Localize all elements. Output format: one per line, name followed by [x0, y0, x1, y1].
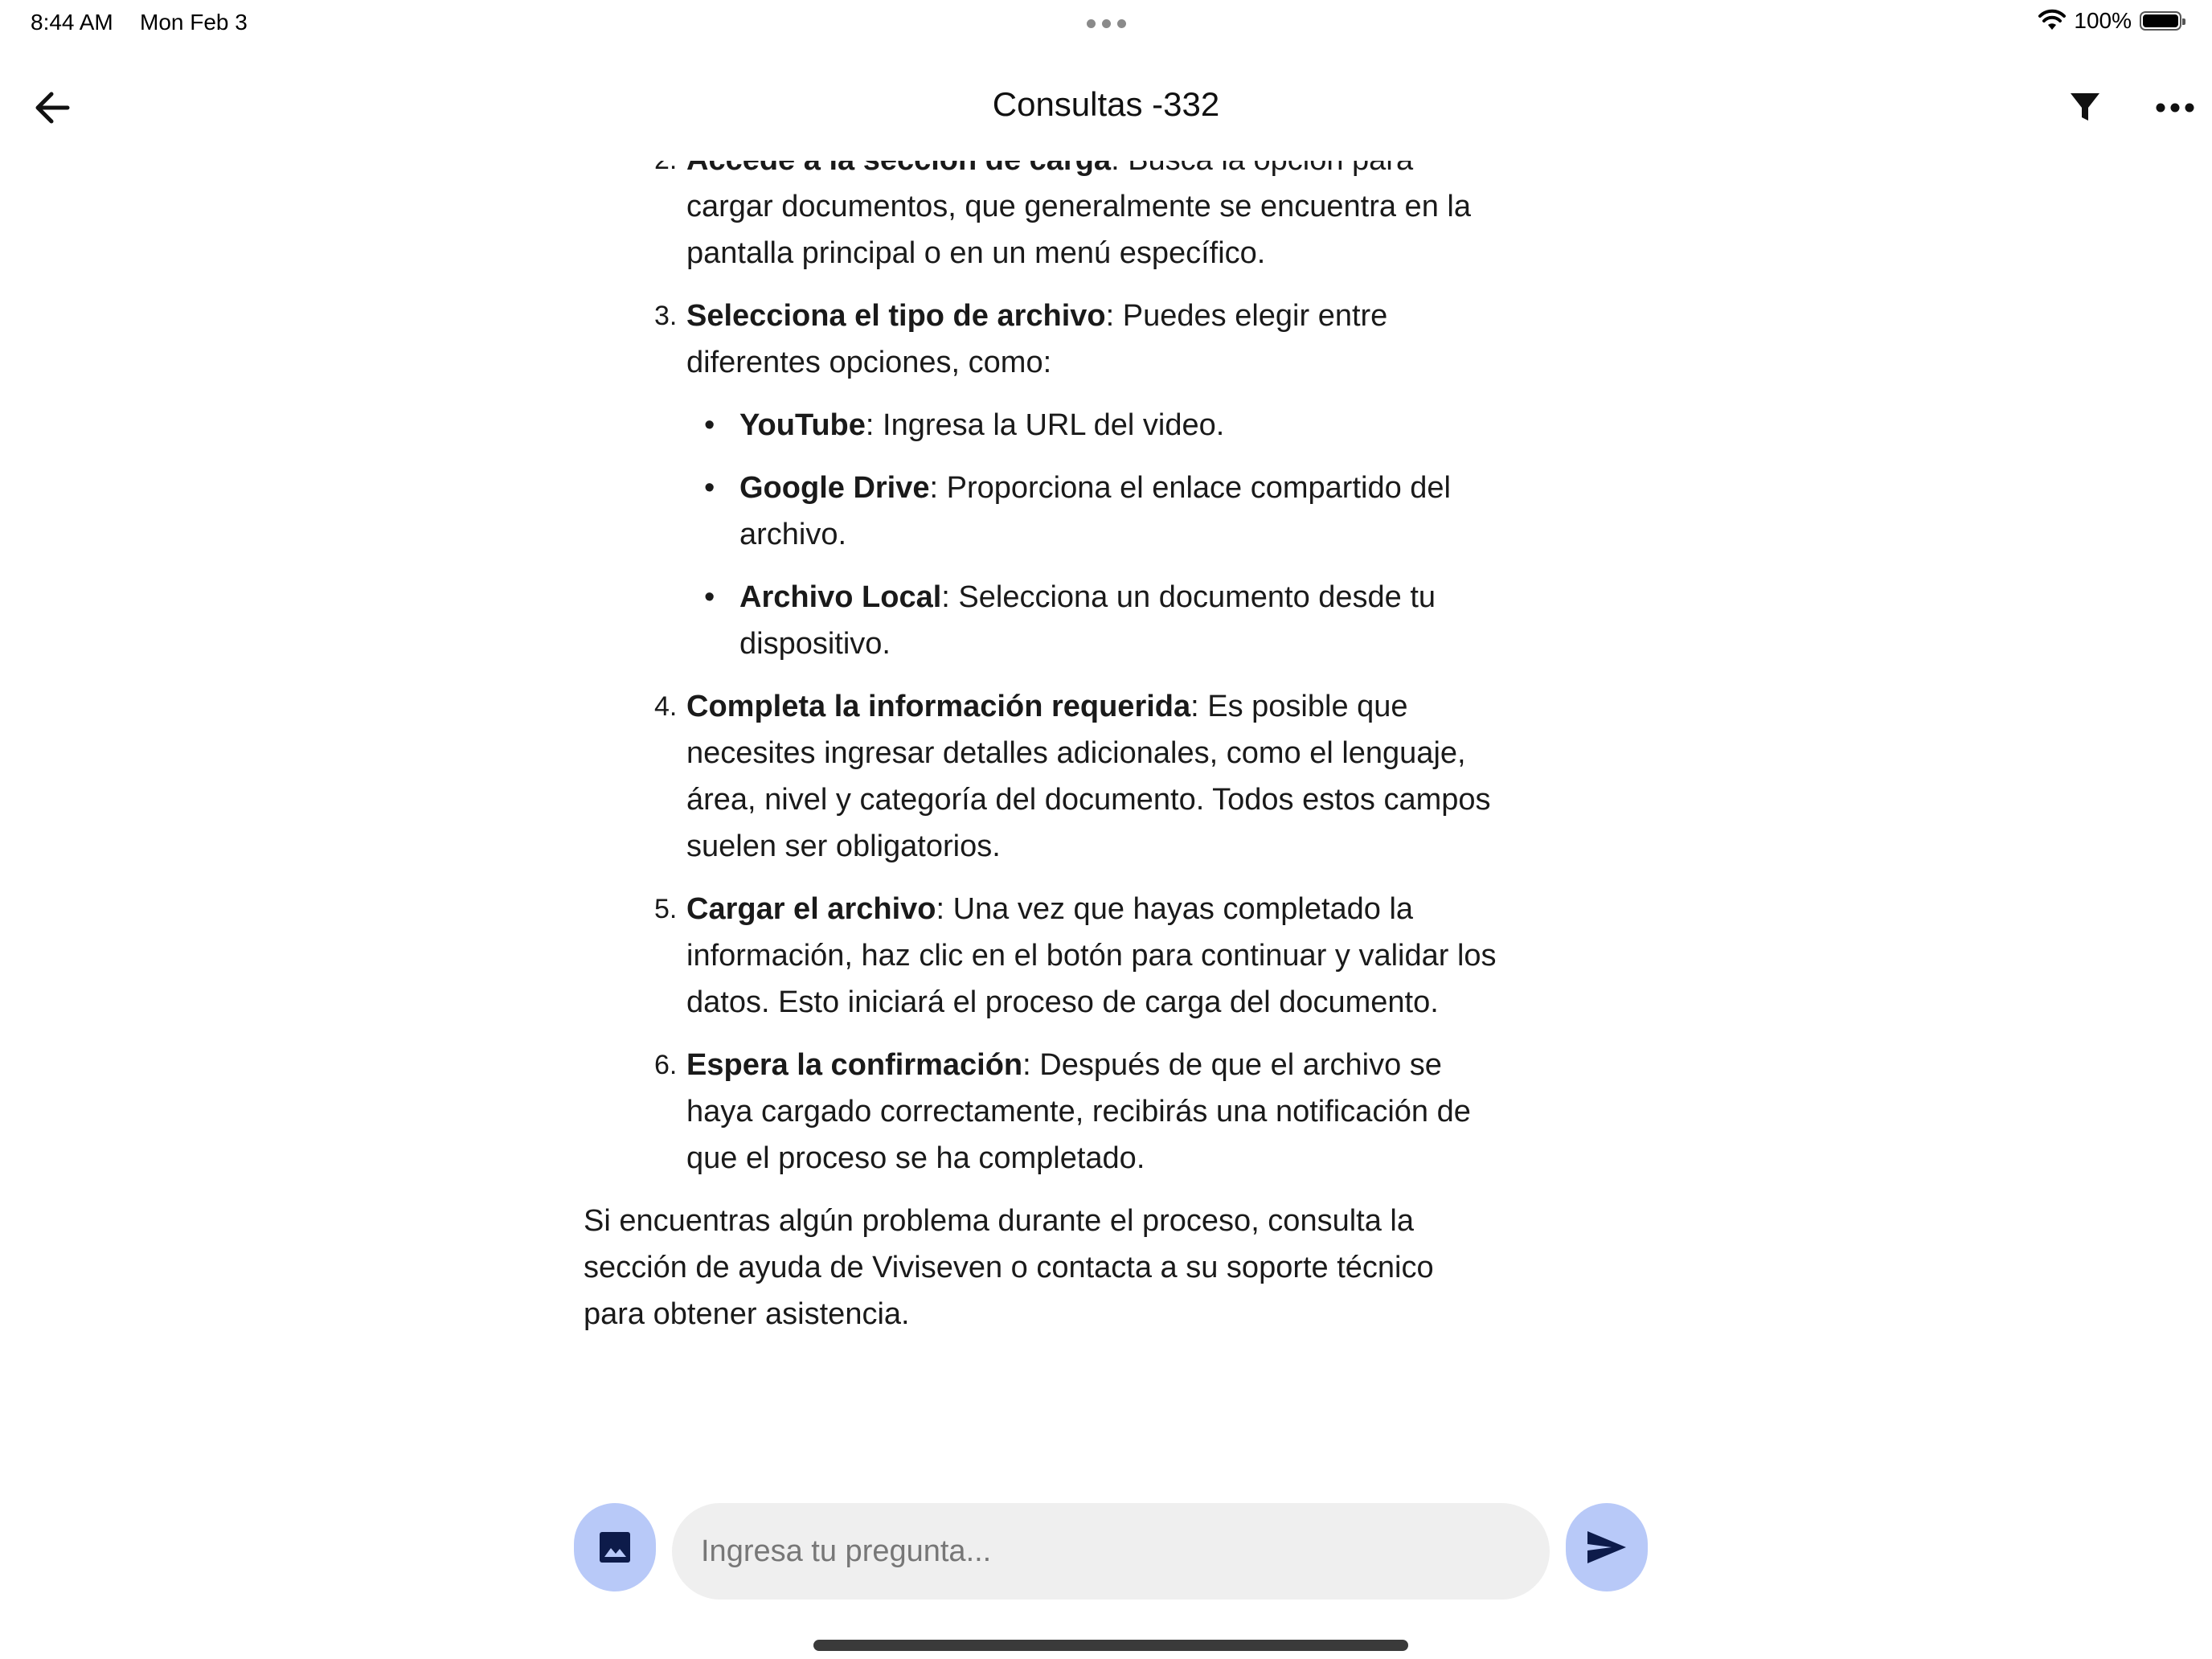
- chat-scroll-area[interactable]: [0, 104, 2212, 1431]
- closing-paragraph: Si encuentras algún problema durante el proceso, consulta la sección de ayuda de Viviseven o contacta a su soporte técnico para obtener asistencia.: [584, 1204, 1434, 1331]
- step-title: Selecciona el tipo de archivo: [686, 299, 1106, 333]
- more-icon: [2151, 93, 2199, 122]
- step-title: Completa la información requerida: [686, 690, 1191, 723]
- bullet: •: [704, 580, 715, 614]
- steps-list: [635, 137, 1503, 1182]
- step-item: [635, 886, 1503, 1026]
- bullet: •: [704, 471, 715, 505]
- send-button[interactable]: [1566, 1503, 1648, 1591]
- page-title: Consultas -332: [992, 85, 1220, 123]
- assistant-message: [584, 104, 1503, 1368]
- option-title: Google Drive: [739, 471, 930, 505]
- battery-percentage: 100%: [2074, 8, 2132, 33]
- step-item: [635, 683, 1503, 870]
- option-item: [686, 402, 1503, 449]
- multitask-dots-icon[interactable]: [1087, 19, 1126, 28]
- filter-button[interactable]: [2066, 88, 2104, 127]
- status-date: Mon Feb 3: [140, 10, 248, 35]
- option-text: : Selecciona un documento desde tu dispositivo.: [739, 580, 1436, 661]
- options-list: [686, 402, 1503, 667]
- step-item: [635, 293, 1503, 667]
- step-number: 4.: [654, 691, 678, 722]
- battery-icon: [2140, 11, 2181, 31]
- app-bar: [0, 48, 2212, 161]
- input-placeholder: Ingresa tu pregunta...: [701, 1534, 992, 1568]
- wifi-icon: [2038, 10, 2066, 31]
- step-item: [635, 1042, 1503, 1182]
- more-options-button[interactable]: [2151, 93, 2199, 122]
- step-number: 3.: [654, 301, 678, 331]
- bullet: •: [704, 408, 715, 442]
- option-item: [686, 574, 1503, 667]
- step-number: 5.: [654, 894, 678, 924]
- attach-image-button[interactable]: [574, 1503, 656, 1591]
- option-item: [686, 465, 1503, 558]
- step-text: : Es posible que necesites ingresar detalles adicionales, como el lenguaje, área, nivel y categoría del documento. Todos estos campos suelen ser obligatorios.: [686, 690, 1491, 863]
- message-input-bar: [0, 1503, 2212, 1608]
- step-text: : Puedes elegir entre diferentes opciones, como:: [686, 299, 1388, 379]
- status-time: 8:44 AM: [31, 10, 113, 35]
- send-icon: [1585, 1529, 1628, 1566]
- step-number: 6.: [654, 1050, 678, 1080]
- filter-icon: [2066, 88, 2104, 127]
- image-icon: [597, 1530, 633, 1565]
- option-text: : Proporciona el enlace compartido del archivo.: [739, 471, 1451, 551]
- step-text: : Después de que el archivo se haya cargado correctamente, recibirás una notificación de que el proceso se ha completado.: [686, 1048, 1471, 1175]
- question-input[interactable]: [672, 1503, 1550, 1600]
- step-text: : Una vez que hayas completado la información, haz clic en el botón para continuar y validar los datos. Esto iniciará el proceso de carga del documento.: [686, 892, 1497, 1019]
- option-text: : Ingresa la URL del video.: [865, 408, 1225, 442]
- home-indicator[interactable]: [813, 1640, 1408, 1651]
- option-title: Archivo Local: [739, 580, 942, 614]
- step-title: Espera la confirmación: [686, 1048, 1023, 1082]
- option-title: YouTube: [739, 408, 866, 442]
- step-title: Cargar el archivo: [686, 892, 936, 926]
- status-bar: [0, 0, 2212, 48]
- step-text: cargar documentos, que generalmente se encuentra en la pantalla principal o en un menú específico.: [686, 190, 1471, 270]
- status-indicators: [2038, 8, 2181, 34]
